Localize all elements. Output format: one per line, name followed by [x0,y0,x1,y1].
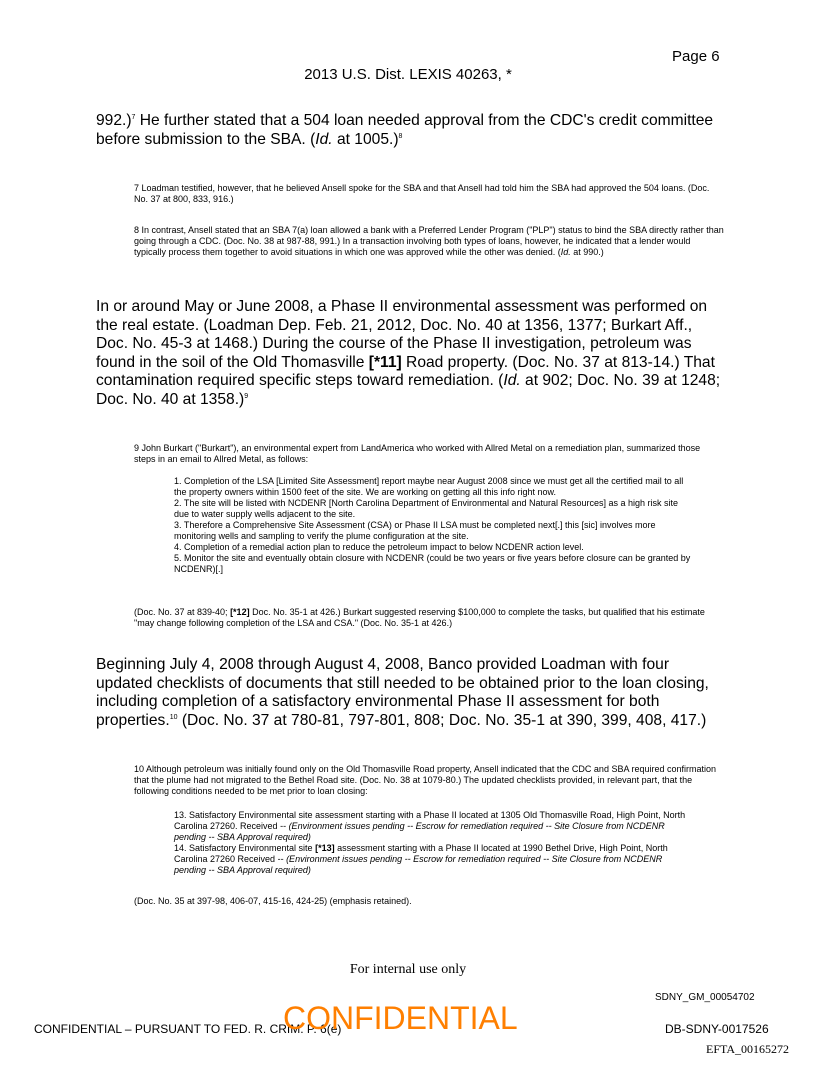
star-page-12: [*12] [230,607,250,617]
confidential-stamp: CONFIDENTIAL [283,1000,518,1036]
footnote-9-steps [174,476,694,575]
efta-id: EFTA_00165272 [706,1042,790,1056]
footnote-9-intro: 9 John Burkart ("Burkart"), an environmental expert from LandAmerica who worked with Allred Metal on a remediation plan, summarized those steps in an email to Allred Metal, as follows: [134,443,701,464]
footnote-10-items [174,810,694,876]
item-14: 14. Satisfactory Environmental site [*13] assessment starting with a Phase II located at 1990 Bethel Drive, High Point, North Carolina 27260 Received -- (Environment issues pending -- Escrow for remediation required -- Site Closure from NCDENR pending -- SBA Approval required) [174,843,668,875]
item-13: 13. Satisfactory Environmental site assessment starting with a Phase II located at 1305 Old Thomasville Road, High Point, North Carolina 27260. Received -- (Environment issues pending -- Escrow for remediation required -- Site Closure from NCDENR pending -- SBA Approval required) [174,810,686,842]
footnote-10-intro: 10 Although petroleum was initially found only on the Old Thomasville Road property, Ansell indicated that the CDC and SBA required confirmation that the plume had not migrated to the Bethel Road site. (Doc. No. 38 at 1079-80.) The updated checklists provided, in relevant part, that the following conditions needed to be met prior to loan closing: [134,764,716,796]
star-page-11: [*11] [368,353,402,371]
step-2: 2. The site will be listed with NCDENR [North Carolina Department of Environmental and Natural Resources] as a high risk site due to water supply wells adjacent to the site. [174,498,679,519]
step-3: 3. Therefore a Comprehensive Site Assessment (CSA) or Phase II LSA must be completed next[.] this [sic] involves more monitoring wells and sampling to verify the plume configuration at the site. [174,520,656,541]
step-5: 5. Monitor the site and eventually obtain closure with NCDENR (could be two years or five years before closure can be granted by NCDENR)[.] [174,553,691,574]
footnote-ref-8: 8 [398,132,403,140]
internal-use-notice: For internal use only [349,962,467,977]
paragraph-1: 992.)$^7$ He further stated that a 504 loan needed approval from the CDC's credit committee before submission to the SBA. (Id. at 1005.)$^8$ [96,112,714,148]
footnote-10-close: (Doc. No. 35 at 397-98, 406-07, 415-16, 424-25) (emphasis retained). [134,896,412,906]
footnote-8: 8 In contrast, Ansell stated that an SBA 7(a) loan allowed a bank with a Preferred Lender Program ("PLP") status to bind the SBA directly rather than going through a CDC. (Doc. No. 38 at 987-88, 991.) In a transaction involving both types of loans, however, he indicated that a lender would typically process them together to avoid situations in which one was approved while the other was denied. (Id. at 990.) [134,225,724,257]
paragraph-2: In or around May or June 2008, a Phase II environmental assessment was performed on the real estate. (Loadman Dep. Feb. 21, 2012, Doc. No. 40 at 1356, 1377; Burkart Aff., Doc. No. 45-3 at 1468.) During the course of the Phase II investigation, petroleum was found in the soil of the Old Thomasville [*11] Road property. (Doc. No. 37 at 813-14.) That contamination required specific steps toward remediation. (Id. at 902; Doc. No. 39 at 1248; Doc. No. 40 at 1358.)$^9$ [96,298,721,408]
footnote-ref-10: 10 [169,713,178,721]
footnote-9-close: (Doc. No. 37 at 839-40; [*12] Doc. No. 35-1 at 426.) Burkart suggested reserving $100,000 to complete the tasks, but qualified that his estimate "may change following completion of the LSA and CSA." (Doc. No. 35-1 at 426.) [134,607,705,628]
sdny-code: SDNY_GM_00054702 [655,992,755,1003]
doc-id: DB-SDNY-0017526 [665,1022,769,1036]
footnote-7: 7 Loadman testified, however, that he believed Ansell spoke for the SBA and that Ansell had told him the SBA had approved the 504 loans. (Doc. No. 37 at 800, 833, 916.) [134,183,710,204]
star-page-13: [*13] [315,843,335,853]
step-1: 1. Completion of the LSA [Limited Site Assessment] report maybe near August 2008 since we must get all the certified mail to all the property owners within 1500 feet of the site. We are working on getting all this info right now. [174,476,684,497]
page-number: Page 6 [672,48,720,65]
footnote-ref-7: 7 [131,113,136,121]
confidential-notice: CONFIDENTIAL – PURSUANT TO FED. R. CRIM. P. 6(e) [34,1022,342,1036]
footnote-ref-9: 9 [244,392,249,400]
paragraph-3: Beginning July 4, 2008 through August 4, 2008, Banco provided Loadman with four updated checklists of documents that still needed to be obtained prior to the loan closing, including completion of a satisfactory environmental Phase II assessment for both properties.$^{10}$ (Doc. No. 37 at 780-81, 797-801, 808; Doc. No. 35-1 at 390, 399, 408, 417.) [96,656,709,729]
step-4: 4. Completion of a remedial action plan to reduce the petroleum impact to below NCDENR action level. [174,542,584,552]
case-citation-header: 2013 U.S. Dist. LEXIS 40263, * [304,66,512,83]
